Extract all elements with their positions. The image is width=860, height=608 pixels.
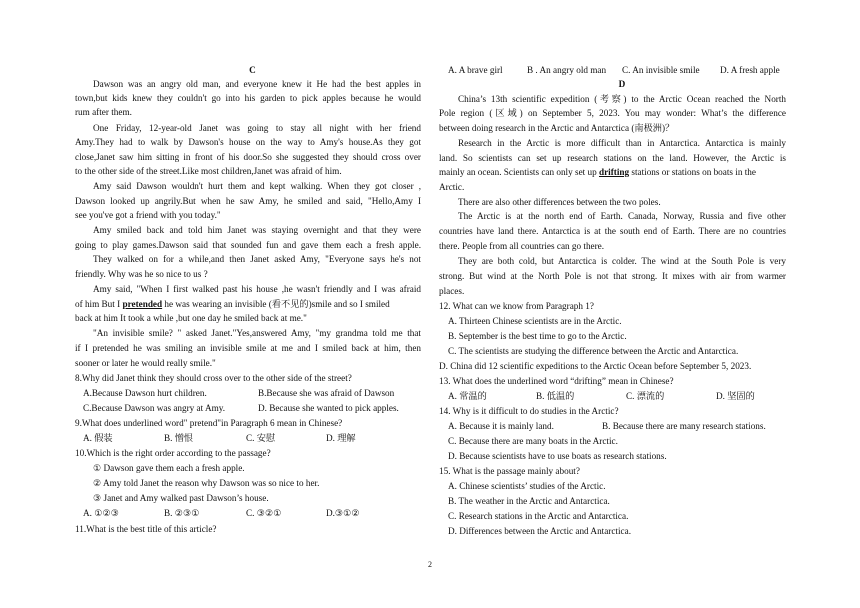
q8-option-a: A.Because Dawson hurt children. bbox=[83, 388, 207, 398]
q10-option-c: C. ③②① bbox=[246, 508, 282, 518]
passage-line: Amy.They had to walk by Dawson's house on the way to Amy's house.As they got bbox=[75, 137, 421, 147]
passage-line: rum after them. bbox=[75, 107, 132, 117]
passage-line: "An invisible smile? " asked Janet."Yes,answered Amy, "my grandma told me that bbox=[93, 328, 421, 338]
q15-option-c: C. Research stations in the Arctic and Antarctica. bbox=[448, 511, 629, 521]
q14-option-d: D. Because scientists have to use boats as research stations. bbox=[448, 451, 667, 461]
q15-option-d: D. Differences between the Arctic and Antarctica. bbox=[448, 526, 631, 536]
passage-line: Dawson was an angry old man, and everyone knew it He had the best apples in bbox=[93, 79, 421, 89]
q12-option-c: C. The scientists are studying the difference between the Arctic and Antarctica. bbox=[448, 346, 739, 356]
q8-option-c: C.Because Dawson was angry at Amy. bbox=[83, 403, 226, 413]
passage-text: he was wearing an invisible (看不见的)smile and so I smiled bbox=[164, 299, 390, 309]
q14-option-a: A. Because it is mainly land. bbox=[448, 421, 554, 431]
passage-line: Amy said Dawson wouldn't hurt them and kept walking. When they got closer , bbox=[93, 181, 421, 191]
q10-option-a: A. ①②③ bbox=[83, 508, 119, 518]
passage-line: China’s 13th scientific expedition (考察) to the Arctic Ocean reached the North bbox=[458, 94, 786, 104]
q12-option-a: A. Thirteen Chinese scientists are in the Arctic. bbox=[448, 316, 622, 326]
q9-option-c: C. 安慰 bbox=[246, 433, 276, 443]
q13-option-a: A. 常温的 bbox=[448, 391, 487, 401]
q12-option-d: D. China did 12 scientific expeditions to the Arctic Ocean before September 5, 2023. bbox=[439, 361, 752, 371]
q15-option-a: A. Chinese scientists’ studies of the Arctic. bbox=[448, 481, 606, 491]
q15-option-b: B. The weather in the Arctic and Antarctica. bbox=[448, 496, 610, 506]
passage-line: They walked on for a while,and then Janet asked Amy, "Everyone says he's not bbox=[93, 254, 421, 264]
passage-line: Amy smiled back and told him Janet was staying overnight and that they were bbox=[93, 225, 421, 235]
question-11: 11.What is the best title of this article? bbox=[75, 524, 217, 534]
q10-item: ① Dawson gave them each a fresh apple. bbox=[93, 463, 245, 473]
question-14: 14. Why is it difficult to do studies in the Arctic? bbox=[439, 406, 619, 416]
section-heading-c: C bbox=[249, 65, 256, 75]
question-9: 9.What does underlined word" pretend"in Paragraph 6 mean in Chinese? bbox=[75, 418, 343, 428]
q14-option-c: C. Because there are many boats in the Arctic. bbox=[448, 436, 618, 446]
q11-option-d: D. A fresh apple bbox=[720, 65, 780, 75]
q8-option-d: D. Because she wanted to pick apples. bbox=[258, 403, 399, 413]
q8-option-b: B.Because she was afraid of Dawson bbox=[258, 388, 395, 398]
passage-line: close,Janet saw him sitting in front of his door.So she suggested they should cross over bbox=[75, 152, 421, 162]
q13-option-b: B. 低温的 bbox=[536, 391, 575, 401]
passage-text: mainly an ocean. Scientists can only set up bbox=[439, 167, 599, 177]
passage-line: countries have land there. Antarctica is at the south end of Earth. There are no countries bbox=[439, 226, 786, 236]
passage-line: friendly. Why was he so nice to us ? bbox=[75, 269, 208, 279]
passage-line: There are also other differences between the two poles. bbox=[458, 197, 661, 207]
passage-line: land. So scientists can set up research stations on the land. However, the Arctic is bbox=[439, 153, 786, 163]
q9-option-b: B. 憎恨 bbox=[164, 433, 194, 443]
passage-line: Dawson looked up angrily.But when he saw Amy, he smiled and said, "Hello,Amy I bbox=[75, 196, 421, 206]
passage-line: places. bbox=[439, 286, 465, 296]
passage-line: Amy said, "When I first walked past his house ,he wasn't friendly and I was afraid bbox=[93, 284, 421, 294]
passage-line: Pole region (区域) on September 5, 2023. You may wonder: What’s the difference bbox=[439, 108, 786, 118]
underlined-word-drifting: drifting bbox=[598, 167, 630, 177]
passage-text: of him But I bbox=[75, 299, 123, 309]
passage-line: to the other side of the street.Like most children,Janet was afraid of him. bbox=[75, 166, 342, 176]
q11-option-c: C. An invisible smile bbox=[622, 65, 700, 75]
question-13: 13. What does the underlined word “drifting” mean in Chinese? bbox=[439, 376, 674, 386]
q10-option-d: D.③①② bbox=[326, 508, 360, 518]
passage-line: if I pretended he was smiling an invisible smile at me and I smiled back at him, then bbox=[75, 343, 421, 353]
passage-line: They are both cold, but Antarctica is colder. The wind at the South Pole is very bbox=[458, 256, 786, 266]
section-heading-d: D bbox=[618, 79, 626, 89]
q10-item: ② Amy told Janet the reason why Dawson was so nice to her. bbox=[93, 478, 320, 488]
underlined-word-pretended: pretended bbox=[122, 299, 163, 309]
passage-line: strong. But wind at the North Pole is not that strong. It mixes with air from warmer bbox=[439, 271, 786, 281]
passage-line: back at him It took a while ,but one day he smiled back at me." bbox=[75, 313, 307, 323]
q9-option-a: A. 假装 bbox=[83, 433, 113, 443]
passage-line: town,but kids knew they couldn't go into his garden to pick apples because he would bbox=[75, 93, 421, 103]
passage-line-with-underline bbox=[439, 166, 786, 178]
passage-line: there. People from all countries can go there. bbox=[439, 241, 605, 251]
q9-option-d: D. 理解 bbox=[326, 433, 356, 443]
passage-line: Arctic. bbox=[439, 182, 465, 192]
page-number: 2 bbox=[428, 560, 432, 569]
q13-option-d: D. 坚固的 bbox=[716, 391, 755, 401]
passage-line: Research in the Arctic is more difficult than in Antarctica. Antarctica is mainly bbox=[458, 138, 786, 148]
q12-option-b: B. September is the best time to go to the Arctic. bbox=[448, 331, 627, 341]
question-12: 12. What can we know from Paragraph 1? bbox=[439, 301, 594, 311]
passage-line: One Friday, 12-year-old Janet was going to stay all night with her friend bbox=[93, 123, 421, 133]
q10-item: ③ Janet and Amy walked past Dawson’s house. bbox=[93, 493, 269, 503]
passage-line-with-underline bbox=[75, 298, 421, 310]
passage-line: The Arctic is at the north end of Earth. Canada, Norway, Russia and five other bbox=[458, 211, 786, 221]
question-8: 8.Why did Janet think they should cross over to the other side of the street? bbox=[75, 373, 352, 383]
q11-option-a: A. A brave girl bbox=[448, 65, 503, 75]
passage-line: going to play games.Dawson said that sounded fun and gave them each a fresh apple. bbox=[75, 240, 421, 250]
passage-line: sooner or later he would really smile." bbox=[75, 358, 216, 368]
q10-option-b: B. ②③① bbox=[164, 508, 200, 518]
passage-line: between doing research in the Arctic and Antarctica (南极洲)？ bbox=[439, 123, 675, 133]
passage-text: stations or stations on boats in the bbox=[631, 167, 756, 177]
q11-option-b: B . An angry old man bbox=[527, 65, 607, 75]
question-10: 10.Which is the right order according to the passage? bbox=[75, 448, 271, 458]
passage-line: see you've got a friend with you today." bbox=[75, 210, 221, 220]
question-15: 15. What is the passage mainly about? bbox=[439, 466, 580, 476]
q13-option-c: C. 漂流的 bbox=[626, 391, 665, 401]
q14-option-b: B. Because there are many research stations. bbox=[602, 421, 766, 431]
